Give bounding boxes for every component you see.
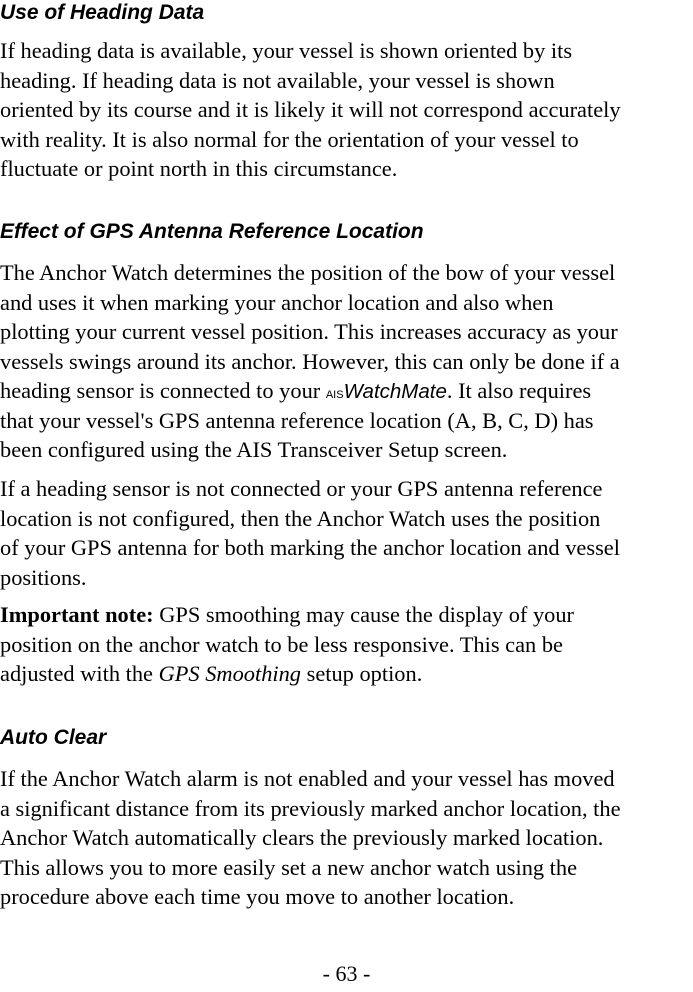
text-line [0, 659, 693, 689]
heading-auto-clear: Auto Clear [0, 726, 107, 749]
text-line: plotting your current vessel position. This increases accuracy as your [0, 319, 618, 344]
heading-use-of-heading-data: Use of Heading Data [0, 1, 205, 24]
text-line: If a heading sensor is not connected or your GPS antenna reference [0, 476, 603, 501]
text-line: The Anchor Watch determines the position of the bow of your vessel [0, 260, 616, 285]
heading-gps-antenna-reference: Effect of GPS Antenna Reference Location [0, 220, 424, 243]
text-line: with reality. It is also normal for the orientation of your vessel to [0, 126, 579, 152]
text-line: been configured using the AIS Transceiver Setup screen. [0, 437, 508, 462]
text-fragment: GPS smoothing may cause the display of your [153, 602, 575, 627]
option-name: GPS Smoothing [158, 661, 302, 686]
text-line [0, 376, 693, 406]
text-line [0, 600, 693, 630]
text-line: vessels swings around its anchor. However, this can only be done if a [0, 348, 620, 374]
text-line: location is not configured, then the Anchor Watch uses the position [0, 505, 601, 531]
text-line: positions. [0, 564, 87, 590]
text-line: a significant distance from its previously marked anchor location, the [0, 795, 621, 821]
text-line: If heading data is available, your vessel is shown oriented by its [0, 38, 573, 63]
brand-name: WatchMate [343, 380, 447, 403]
text-fragment: adjusted with the [0, 661, 159, 686]
text-line: This allows you to more easily set a new anchor watch using the [0, 854, 578, 880]
text-line: and uses it when marking your anchor location and also when [0, 289, 554, 315]
text-fragment: . It also requires [446, 378, 592, 403]
paragraph-anchor-watch-bow [0, 258, 693, 465]
text-line: Anchor Watch automatically clears the previously marked location. [0, 825, 604, 850]
text-line: of your GPS antenna for both marking the anchor location and vessel [0, 535, 620, 560]
page-number: - 63 - [322, 961, 371, 986]
text-line: procedure above each time you move to another location. [0, 884, 515, 909]
text-line: fluctuate or point north in this circumstance. [0, 156, 398, 181]
text-line: heading. If heading data is not available, your vessel is shown [0, 67, 555, 93]
ais-prefix: AIS [325, 389, 344, 401]
paragraph-heading-data [0, 36, 693, 184]
paragraph-auto-clear [0, 764, 693, 912]
text-fragment: heading sensor is connected to your [0, 378, 326, 403]
text-fragment: setup option. [301, 661, 423, 686]
text-line: position on the anchor watch to be less responsive. This can be [0, 631, 563, 657]
important-note [0, 600, 693, 689]
text-line: If the Anchor Watch alarm is not enabled and your vessel has moved [0, 766, 615, 791]
text-line: that your vessel's GPS antenna reference location (A, B, C, D) has [0, 407, 594, 433]
note-label: Important note: [0, 602, 154, 627]
paragraph-no-heading-sensor [0, 474, 693, 592]
text-line: oriented by its course and it is likely it will not correspond accurately [0, 97, 621, 122]
